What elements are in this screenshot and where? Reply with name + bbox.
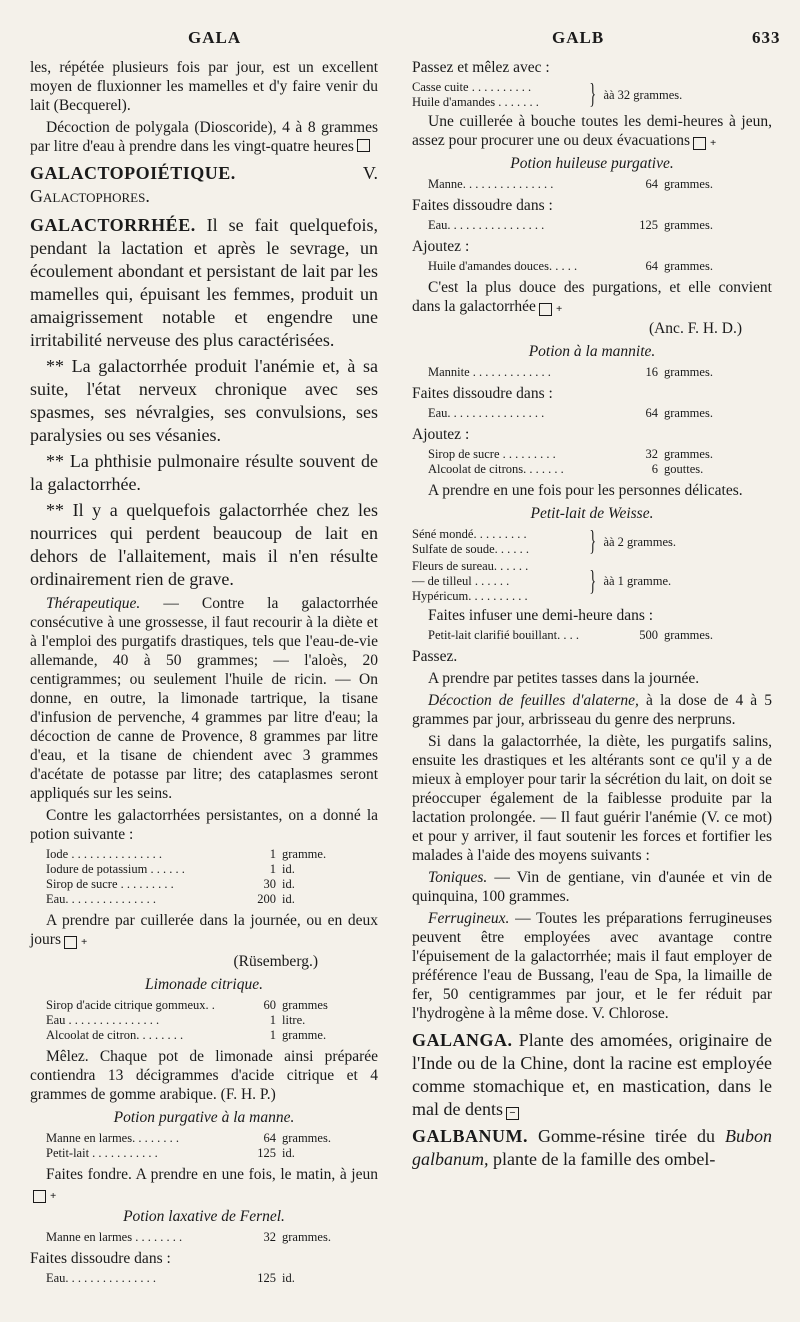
grouped-ingredients bbox=[412, 80, 772, 110]
prescription-iode bbox=[46, 847, 378, 907]
instruction: Faites dissoudre dans : bbox=[412, 385, 553, 402]
prescription-row bbox=[428, 177, 772, 192]
italic-term: Toniques. bbox=[428, 869, 488, 886]
ingredient-unit: id. bbox=[282, 892, 295, 906]
ingredient-unit: grammes. bbox=[664, 628, 713, 642]
paragraph: les, répétée plusieurs fois par jour, est un excellent moyen de fluxionner les mamelles et d'y faire venir du lait (Becquerel). bbox=[30, 59, 378, 114]
paragraph bbox=[30, 1165, 378, 1203]
ingredient-quantity: 1 bbox=[269, 1028, 276, 1042]
ingredient-quantity: 32 bbox=[645, 447, 658, 461]
ingredient-name: Sulfate de soude. . . . . . bbox=[412, 542, 529, 556]
ingredient-unit: id. bbox=[282, 1271, 295, 1285]
ingredient-name: Petit-lait . . . . . . . . . . . bbox=[46, 1146, 158, 1160]
ingredient-quantity: 64 bbox=[645, 406, 658, 420]
paragraph bbox=[412, 868, 772, 906]
recipe-title: Potion à la mannite. bbox=[528, 343, 656, 360]
paragraph bbox=[30, 118, 378, 156]
ingredient-unit: grammes. bbox=[664, 218, 713, 232]
ingredient-unit: grammes. bbox=[282, 1131, 331, 1145]
right-column bbox=[412, 58, 772, 1174]
entry-heading: GALACTOPOIÉTIQUE. bbox=[30, 163, 236, 183]
ingredient-group bbox=[412, 527, 582, 557]
entry-text: V. Galactophores. bbox=[30, 163, 378, 206]
ingredient-name: Séné mondé. . . . . . . . . bbox=[412, 527, 527, 541]
prescription-row bbox=[46, 1131, 378, 1146]
text: A prendre par cuillerée dans la journée, ou en deux jours bbox=[30, 912, 378, 948]
italic-term: Décoction de feuilles d'alaterne, bbox=[428, 692, 639, 709]
instruction: Ajoutez : bbox=[412, 426, 470, 443]
paragraph: ** La galactorrhée produit l'anémie et, à sa suite, l'état nerveux chronique avec ses spasmes, ses névralgies, ses convulsions, ses paralysies ou ses vésanies. bbox=[30, 356, 378, 445]
instruction: Passez et mêlez avec : bbox=[412, 59, 550, 76]
ingredient-group bbox=[412, 80, 582, 110]
ingredient-name: Mannite . . . . . . . . . . . . . bbox=[428, 365, 551, 379]
text: — Contre la galactorrhée consécutive à une grossesse, il faut recourir à la diète et à l'emploi des purgatifs drastiques, tels que l'eau-de-vie allemande, 40 à 50 grammes; — l'aloès, 20 centigrammes; ou seulement l'huile de ricin. — On donne, en outre, la limonade tartrique, la tisane d'infusion de pervenche, 4 grammes par litre d'eau; la décoction de canne de Provence, 8 grammes par litre d'eau, et la tisane de chiendent avec 3 grammes d'acétate de potasse par litre; des cataplasmes seront appliqués sur les seins. bbox=[30, 595, 378, 802]
prescription-huile bbox=[428, 259, 772, 274]
ingredient-unit: gouttes. bbox=[664, 462, 704, 476]
paragraph bbox=[30, 1047, 378, 1104]
source-citation: (Rüsemberg.) bbox=[233, 953, 318, 970]
ingredient-name: Hypéricum. . . . . . . . . . bbox=[412, 589, 528, 603]
source-citation: (Anc. F. H. D.) bbox=[648, 320, 742, 337]
prescription-row bbox=[428, 259, 772, 274]
entry-galactopoietique bbox=[30, 162, 378, 208]
recipe-title: Potion laxative de Fernel. bbox=[123, 1208, 285, 1225]
prescription-eau bbox=[428, 406, 772, 421]
ingredient-quantity: 64 bbox=[263, 1131, 276, 1145]
ingredient-group bbox=[412, 559, 582, 604]
ingredient-unit: grammes. bbox=[664, 365, 713, 379]
ingredient-quantity: 500 bbox=[639, 628, 658, 642]
ingredient-unit: grammes bbox=[282, 998, 328, 1012]
recipe-title: Potion huileuse purgative. bbox=[510, 155, 674, 172]
ingredient-quantity: 32 bbox=[263, 1230, 276, 1244]
entry-text: Il se fait quelquefois, pendant la lactation et après le sevrage, un écoulement abondant et persistant de lait par les mamelles qui, épuisant les femmes, produit un amaigrissement notable et engendre une irritabilité nerveuse des plus caractérisées. bbox=[30, 215, 378, 350]
recipe-title: Limonade citrique. bbox=[145, 976, 263, 993]
instruction: Ajoutez : bbox=[412, 238, 470, 255]
entry-heading: GALACTORRHÉE. bbox=[30, 215, 196, 235]
prescription-row bbox=[46, 1146, 378, 1161]
entry-text: Plante des amomées, originaire de l'Inde ou de la Chine, dont la racine est employée comme stomachique et, en mastication, dans le mal de dents bbox=[412, 1030, 773, 1119]
prescription-row bbox=[428, 365, 772, 380]
prescription-row bbox=[46, 998, 378, 1013]
brace: } bbox=[589, 79, 597, 110]
ingredient-quantity: 125 bbox=[257, 1146, 276, 1160]
ingredient-name: Fleurs de sureau. . . . . . bbox=[412, 559, 529, 573]
text: Décoction de polygala (Dioscoride), 4 à 8 grammes par litre d'eau à prendre dans les vingt-quatre heures bbox=[30, 119, 378, 155]
paragraph bbox=[30, 911, 378, 949]
prescription-eau bbox=[46, 1271, 378, 1286]
plus-symbol: + bbox=[33, 1190, 46, 1203]
entry-text: plante de la famille des ombel- bbox=[493, 1149, 716, 1169]
ingredient-name: Alcoolat de citron. . . . . . . . bbox=[46, 1028, 184, 1042]
grouped-ingredients bbox=[412, 527, 772, 557]
paragraph bbox=[412, 112, 772, 150]
grouped-ingredients bbox=[412, 559, 772, 604]
ingredient-unit: id. bbox=[282, 862, 295, 876]
ingredient-unit: grammes. bbox=[664, 259, 713, 273]
left-column bbox=[30, 58, 378, 1290]
prescription-limonade bbox=[46, 998, 378, 1043]
ingredient-name: Alcoolat de citrons. . . . . . . bbox=[428, 462, 564, 476]
ingredient-name: — de tilleul . . . . . . bbox=[412, 574, 510, 588]
ingredient-name: Iode . . . . . . . . . . . . . . . bbox=[46, 847, 162, 861]
text: à la dose de 4 à 5 grammes par jour, arbrisseau du genre des nerpruns. bbox=[412, 692, 773, 728]
text: Mêlez. Chaque pot de limonade ainsi préparée contiendra 13 décigrammes d'acide citrique et 4 grammes de gomme arabique. bbox=[30, 1048, 378, 1103]
prescription-row bbox=[46, 1013, 378, 1028]
prescription-row bbox=[428, 462, 772, 477]
page-number: 633 bbox=[752, 28, 781, 47]
paragraph: A prendre en une fois pour les personnes délicates. bbox=[428, 482, 743, 499]
ingredient-name: Sirop de sucre . . . . . . . . . bbox=[46, 877, 174, 891]
ingredient-quantity: 30 bbox=[263, 877, 276, 891]
therapeutique-paragraph bbox=[30, 594, 378, 803]
ingredient-unit: grammes. bbox=[664, 177, 713, 191]
ingredient-unit: id. bbox=[282, 1146, 295, 1160]
prescription-row bbox=[428, 218, 772, 233]
ingredient-name: Eau. . . . . . . . . . . . . . . . bbox=[428, 218, 545, 232]
paragraph: A prendre par petites tasses dans la journée. bbox=[428, 670, 700, 687]
brace: } bbox=[589, 565, 597, 597]
ingredient-quantity: 200 bbox=[257, 892, 276, 906]
plus-symbol: + bbox=[64, 936, 77, 949]
paragraph: Si dans la galactorrhée, la diète, les purgatifs salins, ensuite les drastiques et les altérants sont ce qu'il y a de mieux à employer pour tarir la sécrétion du lait, on doit se préoccuper également de la faiblesse produite par la lactation prolongée. — Il faut guérir l'anémie (V. ce mot) et pour y arriver, il faut soutenir les forces et fortifier les malades à l'aide des moyens suivants : bbox=[412, 733, 772, 864]
prescription-fernel bbox=[46, 1230, 378, 1245]
entry-heading: GALANGA. bbox=[412, 1030, 513, 1050]
ingredient-quantity: 60 bbox=[263, 998, 276, 1012]
entry-galactorrhee bbox=[30, 214, 378, 352]
ingredient-unit: litre. bbox=[282, 1013, 306, 1027]
ingredient-name: Huile d'amandes . . . . . . . bbox=[412, 95, 539, 109]
section-label: Thérapeutique. bbox=[46, 595, 141, 612]
prescription-row bbox=[46, 892, 378, 907]
paragraph bbox=[412, 909, 772, 1023]
ingredient-name: Manne. . . . . . . . . . . . . . . bbox=[428, 177, 554, 191]
ingredient-quantity: 16 bbox=[645, 365, 658, 379]
ingredient-name: Eau. . . . . . . . . . . . . . . bbox=[46, 892, 157, 906]
prescription-row bbox=[428, 406, 772, 421]
ingredient-name: Petit-lait clarifié bouillant. . . . bbox=[428, 628, 580, 642]
italic-term: Bubon galbanum, bbox=[412, 1126, 772, 1169]
text: — Vin de gentiane, vin d'aunée et vin de quinquina, 100 grammes. bbox=[412, 869, 773, 905]
ingredient-quantity: 1 bbox=[269, 847, 276, 861]
ingredient-name: Sirop d'acide citrique gommeux. . bbox=[46, 998, 215, 1012]
ingredient-quantity: 64 bbox=[645, 177, 658, 191]
ingredient-name: Huile d'amandes douces. . . . . bbox=[428, 259, 578, 273]
paragraph bbox=[412, 278, 772, 316]
prescription-petit-lait bbox=[428, 628, 772, 643]
ingredient-unit: gramme. bbox=[282, 1028, 327, 1042]
prescription-manne bbox=[46, 1131, 378, 1161]
ingredient-name: Eau . . . . . . . . . . . . . . . bbox=[46, 1013, 160, 1027]
prescription-row bbox=[46, 1271, 378, 1286]
prescription-row bbox=[46, 862, 378, 877]
square-symbol bbox=[357, 139, 370, 152]
text: — Toutes les préparations ferrugineuses peuvent être employées avec avantage contre l'épuisement de la galactorrhée; mais il faut employer de préférence l'eau de Bussang, l'eau de Spa, la limaille de fer, 50 centigrammes par jour, et le fer réduit par l'hydrogène à la même dose. V. Chlorose. bbox=[412, 910, 772, 1022]
recipe-title: Petit-lait de Weisse. bbox=[530, 505, 654, 522]
ingredient-name: Eau. . . . . . . . . . . . . . . . bbox=[428, 406, 545, 420]
entry-galanga bbox=[412, 1029, 772, 1121]
prescription-row bbox=[428, 628, 772, 643]
entry-heading: GALBANUM. bbox=[412, 1126, 528, 1146]
text: C'est la plus douce des purgations, et elle convient dans la galactorrhée bbox=[412, 279, 772, 315]
text: Une cuillerée à bouche toutes les demi-heures à jeun, assez pour procurer une ou deux évacuations bbox=[412, 113, 772, 149]
italic-term: Ferrugineux. bbox=[428, 910, 510, 927]
paragraph bbox=[412, 691, 772, 729]
ingredient-quantity: 125 bbox=[257, 1271, 276, 1285]
group-quantity: àà 32 grammes. bbox=[603, 87, 683, 102]
prescription-sirop bbox=[428, 447, 772, 477]
ingredient-quantity: 1 bbox=[269, 1013, 276, 1027]
ingredient-quantity: 1 bbox=[269, 862, 276, 876]
ingredient-name: Iodure de potassium . . . . . . bbox=[46, 862, 185, 876]
paragraph: ** Il y a quelquefois galactorrhée chez les nourrices qui perdent beaucoup de lait en dehors de l'allaitement, mais il n'en résulte ordinairement rien de grave. bbox=[30, 500, 378, 589]
ingredient-name: Manne en larmes. . . . . . . . bbox=[46, 1131, 179, 1145]
paragraph: ** La phthisie pulmonaire résulte souvent de la galactorrhée. bbox=[30, 451, 378, 494]
ingredient-unit: grammes. bbox=[664, 406, 713, 420]
prescription-row bbox=[46, 877, 378, 892]
ingredient-quantity: 64 bbox=[645, 259, 658, 273]
ingredient-name: Sirop de sucre . . . . . . . . . bbox=[428, 447, 556, 461]
text: Faites fondre. A prendre en une fois, le matin, à jeun bbox=[46, 1166, 378, 1183]
recipe-title: Potion purgative à la manne. bbox=[113, 1109, 295, 1126]
source-citation: (F. H. P.) bbox=[220, 1086, 276, 1103]
ingredient-name: Eau. . . . . . . . . . . . . . . bbox=[46, 1271, 157, 1285]
instruction: Faites infuser une demi-heure dans : bbox=[428, 607, 654, 624]
prescription-row bbox=[46, 847, 378, 862]
instruction: Passez. bbox=[412, 648, 458, 665]
ingredient-quantity: 6 bbox=[651, 462, 658, 476]
paragraph: Contre les galactorrhées persistantes, on a donné la potion suivante : bbox=[30, 807, 378, 843]
entry-galbanum bbox=[412, 1125, 772, 1171]
ingredient-unit: gramme. bbox=[282, 847, 327, 861]
prescription-row bbox=[428, 447, 772, 462]
ingredient-name: Manne en larmes . . . . . . . . bbox=[46, 1230, 183, 1244]
ingredient-unit: id. bbox=[282, 877, 295, 891]
ingredient-quantity: 125 bbox=[639, 218, 658, 232]
plus-symbol: + bbox=[539, 303, 552, 316]
plus-symbol: + bbox=[693, 137, 706, 150]
instruction: Faites dissoudre dans : bbox=[412, 197, 553, 214]
prescription-row bbox=[46, 1230, 378, 1245]
ingredient-unit: grammes. bbox=[282, 1230, 331, 1244]
header-right-word: GALB bbox=[552, 28, 605, 47]
header-left-word: GALA bbox=[188, 28, 242, 47]
prescription-eau bbox=[428, 218, 772, 233]
brace: } bbox=[589, 526, 597, 557]
group-quantity: àà 1 gramme. bbox=[603, 574, 672, 588]
prescription-mannite bbox=[428, 365, 772, 380]
ingredient-unit: grammes. bbox=[664, 447, 713, 461]
prescription-manne bbox=[428, 177, 772, 192]
running-header bbox=[0, 28, 800, 52]
prescription-row bbox=[46, 1028, 378, 1043]
entry-text: Gomme-résine tirée du bbox=[538, 1126, 715, 1146]
minus-symbol: − bbox=[506, 1107, 519, 1120]
instruction: Faites dissoudre dans : bbox=[30, 1250, 171, 1267]
ingredient-name: Casse cuite . . . . . . . . . . bbox=[412, 80, 532, 94]
group-quantity: àà 2 grammes. bbox=[603, 534, 676, 549]
